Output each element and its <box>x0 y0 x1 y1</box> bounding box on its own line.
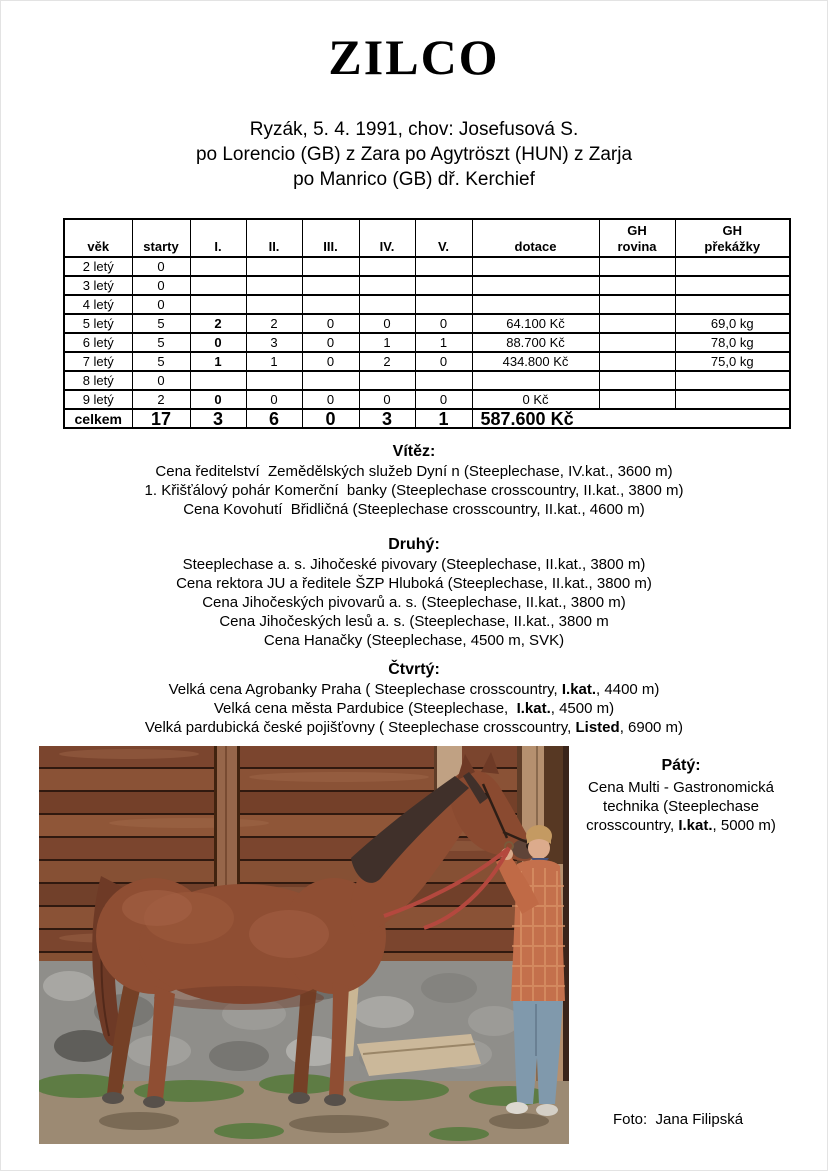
section-line <box>1 593 827 612</box>
table-cell <box>599 295 675 314</box>
table-header-cell <box>599 219 675 257</box>
table-cell: 1 <box>359 333 415 352</box>
header-label: I. <box>214 239 222 254</box>
section-line-segment: I.kat. <box>678 817 713 834</box>
table-cell: 6 letý <box>64 333 132 352</box>
section-line <box>569 797 793 816</box>
section-line-segment: Cena Kovohutí Břidličná (Steeplechase crosscountry, II.kat., 4600 m) <box>183 501 645 518</box>
section-line-segment: Velká pardubická české pojišťovny ( Steeplechase crosscountry, <box>144 719 576 736</box>
total-value: 1 <box>415 409 472 428</box>
table-cell: 0 <box>359 314 415 333</box>
subtitle-line-1: Ryzák, 5. 4. 1991, chov: Josefusová S. <box>249 119 579 140</box>
table-header-cell <box>675 219 790 257</box>
table-cell <box>302 276 359 295</box>
section-winner <box>1 441 827 519</box>
table-cell <box>246 257 302 276</box>
header-top-line: GH <box>722 223 742 238</box>
section-line <box>1 500 827 519</box>
table-cell: 2 <box>246 314 302 333</box>
total-label: celkem <box>64 409 132 428</box>
table-cell: 2 <box>132 390 190 409</box>
header-label: IV. <box>379 239 395 254</box>
table-cell <box>599 371 675 390</box>
table-cell: 1 <box>415 333 472 352</box>
table-cell <box>359 276 415 295</box>
table-cell <box>190 295 246 314</box>
total-value: 3 <box>359 409 415 428</box>
table-cell <box>599 276 675 295</box>
header-label: starty <box>143 239 179 254</box>
section-line <box>1 555 827 574</box>
table-cell <box>675 295 790 314</box>
section-fourth <box>1 659 827 737</box>
table-cell <box>675 390 790 409</box>
section-heading: Pátý: <box>661 757 701 774</box>
section-line-segment: Cena ředitelství Zemědělských služeb Dyní n (Steeplechase, IV.kat., 3600 m) <box>155 463 673 480</box>
section-line <box>1 462 827 481</box>
table-cell: 0 <box>302 314 359 333</box>
table-header-cell <box>472 219 599 257</box>
table-row <box>64 371 790 390</box>
table-cell: 7 letý <box>64 352 132 371</box>
section-line <box>1 612 827 631</box>
table-header-cell <box>132 219 190 257</box>
table-cell: 9 letý <box>64 390 132 409</box>
table-row <box>64 276 790 295</box>
table-cell <box>359 295 415 314</box>
section-line-segment: , 6900 m) <box>619 719 684 736</box>
section-heading: Druhý: <box>388 536 440 553</box>
total-dotace: 587.600 Kč <box>472 409 790 428</box>
table-cell: 0 <box>132 295 190 314</box>
section-line-segment: Listed <box>575 719 620 736</box>
table-cell: 64.100 Kč <box>472 314 599 333</box>
table-cell <box>246 276 302 295</box>
photo-credit: Foto: Jana Filipská <box>613 1111 744 1128</box>
section-line <box>1 481 827 500</box>
section-fifth <box>569 755 793 835</box>
table-cell: 5 <box>132 352 190 371</box>
table-cell: 5 <box>132 314 190 333</box>
table-cell: 0 <box>302 390 359 409</box>
race-record-table <box>63 218 791 429</box>
table-cell: 0 <box>415 352 472 371</box>
table-cell <box>472 371 599 390</box>
table-cell <box>359 371 415 390</box>
section-line-segment: I.kat. <box>516 700 551 717</box>
section-line-segment: I.kat. <box>561 681 597 698</box>
table-cell: 1 <box>246 352 302 371</box>
table-header-cell <box>415 219 472 257</box>
table-cell <box>599 257 675 276</box>
table-cell: 434.800 Kč <box>472 352 599 371</box>
table-cell <box>246 295 302 314</box>
table-cell: 0 <box>190 390 246 409</box>
table-cell <box>302 257 359 276</box>
header-label: V. <box>437 239 450 254</box>
section-line-segment: Cena Jihočeských lesů a. s. (Steeplechase, II.kat., 3800 m <box>219 613 609 630</box>
section-line-segment: , 5000 m) <box>712 817 776 834</box>
section-heading: Vítěz: <box>392 443 436 460</box>
table-row <box>64 295 790 314</box>
table-cell <box>675 276 790 295</box>
section-line-segment: Velká cena města Pardubice (Steeplechase, <box>213 700 517 717</box>
table-cell <box>190 371 246 390</box>
subtitle-line-2: po Lorencio (GB) z Zara po Agytröszt (HUN) z Zarja <box>195 144 633 165</box>
table-header-cell <box>190 219 246 257</box>
total-value: 0 <box>302 409 359 428</box>
table-cell: 0 Kč <box>472 390 599 409</box>
table-header-cell <box>359 219 415 257</box>
section-line-segment: Cena Multi - Gastronomická <box>588 779 774 796</box>
section-line-segment: Velká cena Agrobanky Praha ( Steeplechase crosscountry, <box>168 681 562 698</box>
table-cell <box>599 314 675 333</box>
table-cell: 1 <box>190 352 246 371</box>
header-label: věk <box>87 239 110 254</box>
table-cell: 75,0 kg <box>675 352 790 371</box>
table-cell: 3 <box>246 333 302 352</box>
section-line-segment: Cena Jihočeských pivovarů a. s. (Steeplechase, II.kat., 3800 m) <box>202 594 626 611</box>
total-value: 3 <box>190 409 246 428</box>
subtitle-line-3: po Manrico (GB) dř. Kerchief <box>293 169 535 190</box>
header-label: dotace <box>514 239 557 254</box>
table-cell <box>599 352 675 371</box>
header-top-line <box>133 223 190 238</box>
table-cell: 2 <box>190 314 246 333</box>
table-cell <box>675 257 790 276</box>
table-row <box>64 390 790 409</box>
table-header-cell <box>64 219 132 257</box>
pedigree-subtitle <box>1 117 827 192</box>
header-top-line: GH <box>627 223 647 238</box>
section-line-segment: technika (Steeplechase <box>603 798 759 815</box>
table-cell <box>472 276 599 295</box>
section-line-segment: 1. Křišťálový pohár Komerční banky (Steeplechase crosscountry, II.kat., 3800 m) <box>144 482 684 499</box>
section-line <box>569 816 793 835</box>
section-line-segment: , 4400 m) <box>596 681 660 698</box>
table-row <box>64 257 790 276</box>
header-label: rovina <box>617 239 657 254</box>
table-cell: 0 <box>132 371 190 390</box>
table-cell: 8 letý <box>64 371 132 390</box>
section-line-segment: Steeplechase a. s. Jihočeské pivovary (Steeplechase, II.kat., 3800 m) <box>182 556 646 573</box>
section-line <box>1 574 827 593</box>
header-label: II. <box>268 239 280 254</box>
header-top-line <box>360 223 415 238</box>
header-label: překážky <box>704 239 761 254</box>
table-cell: 88.700 Kč <box>472 333 599 352</box>
section-second <box>1 534 827 650</box>
table-cell: 0 <box>415 390 472 409</box>
table-row <box>64 352 790 371</box>
table-cell <box>302 371 359 390</box>
table-cell <box>190 257 246 276</box>
table-cell: 0 <box>302 333 359 352</box>
table-header-row <box>64 219 790 257</box>
table-total-row <box>64 409 790 428</box>
section-line-segment: , 4500 m) <box>550 700 615 717</box>
section-line <box>1 718 827 737</box>
table-cell <box>302 295 359 314</box>
table-cell <box>472 295 599 314</box>
table-cell <box>415 371 472 390</box>
table-cell: 5 <box>132 333 190 352</box>
total-value: 17 <box>132 409 190 428</box>
table-cell: 4 letý <box>64 295 132 314</box>
table-cell: 69,0 kg <box>675 314 790 333</box>
table-cell <box>415 257 472 276</box>
total-value: 6 <box>246 409 302 428</box>
table-cell: 0 <box>415 314 472 333</box>
table-cell <box>599 390 675 409</box>
header-top-line <box>416 223 472 238</box>
header-top-line <box>191 223 246 238</box>
table-cell: 2 <box>359 352 415 371</box>
table-cell: 2 letý <box>64 257 132 276</box>
horse-photo <box>39 746 569 1144</box>
header-top-line <box>473 223 599 238</box>
section-line <box>1 699 827 718</box>
table-cell: 78,0 kg <box>675 333 790 352</box>
horse-photo-illustration <box>39 746 569 1144</box>
table-row <box>64 314 790 333</box>
page-title: ZILCO <box>328 29 500 85</box>
table-row <box>64 333 790 352</box>
table-cell <box>472 257 599 276</box>
section-line-segment: Cena rektora JU a ředitele ŠZP Hluboká (Steeplechase, II.kat., 3800 m) <box>176 575 652 592</box>
header-top-line <box>247 223 302 238</box>
section-line <box>1 631 827 650</box>
header-top-line <box>65 223 132 238</box>
table-cell: 0 <box>190 333 246 352</box>
table-cell: 0 <box>132 257 190 276</box>
table-cell <box>599 333 675 352</box>
table-cell <box>246 371 302 390</box>
section-line-segment: Cena Hanačky (Steeplechase, 4500 m, SVK) <box>263 632 565 649</box>
header-top-line <box>303 223 359 238</box>
table-header-cell <box>246 219 302 257</box>
table-cell <box>190 276 246 295</box>
section-line <box>1 680 827 699</box>
table-cell: 0 <box>302 352 359 371</box>
table-header-cell <box>302 219 359 257</box>
section-line <box>569 778 793 797</box>
table-cell: 0 <box>132 276 190 295</box>
section-heading: Čtvrtý: <box>388 661 440 678</box>
table-cell <box>415 276 472 295</box>
table-cell: 0 <box>246 390 302 409</box>
table-cell: 0 <box>359 390 415 409</box>
table-cell <box>415 295 472 314</box>
table-cell <box>359 257 415 276</box>
header-label: III. <box>323 239 338 254</box>
table-cell: 3 letý <box>64 276 132 295</box>
table-cell: 5 letý <box>64 314 132 333</box>
table-cell <box>675 371 790 390</box>
section-line-segment: crosscountry, <box>586 817 679 834</box>
